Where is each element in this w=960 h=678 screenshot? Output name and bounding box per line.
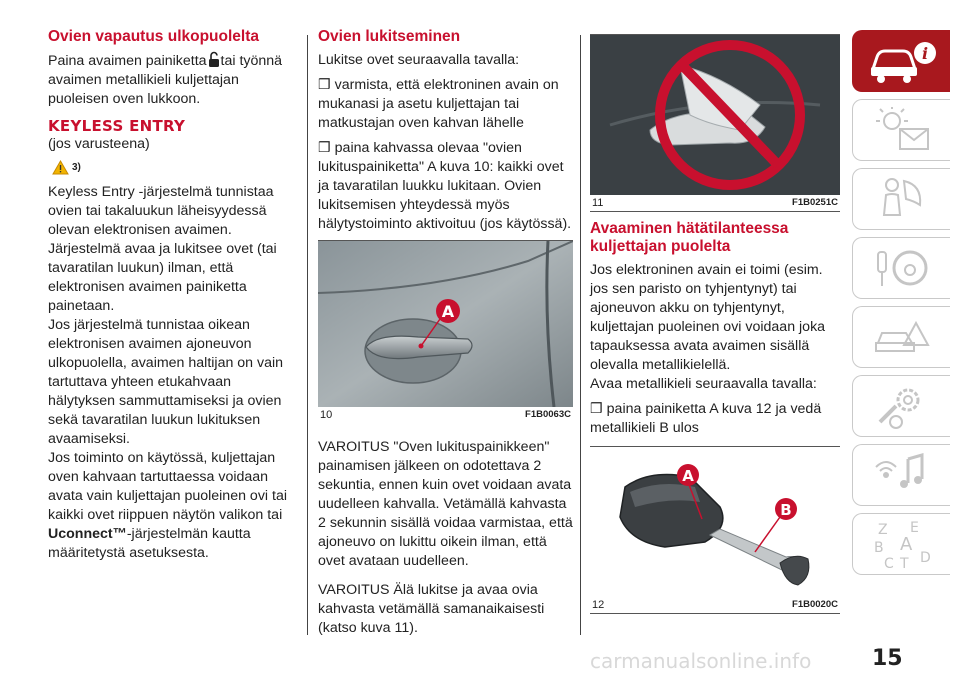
prohibited-handle-pull-image bbox=[590, 35, 840, 195]
column-2 bbox=[318, 28, 573, 644]
tab-safety[interactable] bbox=[852, 168, 950, 230]
svg-text:i: i bbox=[921, 44, 928, 63]
svg-text:Z: Z bbox=[877, 522, 888, 538]
column-divider bbox=[307, 35, 308, 635]
warning-reference: 3) bbox=[52, 160, 300, 175]
page-number: 15 bbox=[872, 646, 903, 671]
index-letters-icon bbox=[870, 518, 934, 570]
figure-callout-a: A bbox=[441, 302, 455, 321]
svg-text:A: A bbox=[899, 534, 912, 555]
keyless-optional-note: (jos varusteena) bbox=[48, 136, 150, 152]
paragraph-unlock: Paina avaimen painiketta tai työnnä avaimen metallikieli kuljettajan puoleisen oven lukkoon. bbox=[48, 53, 283, 107]
warning-lights-icon bbox=[872, 107, 932, 153]
section-title-unlock-outside: Ovien vapautus ulkopuolelta bbox=[48, 28, 260, 45]
unlock-icon bbox=[208, 51, 220, 68]
car-info-icon bbox=[867, 39, 937, 83]
tab-warning-lights[interactable] bbox=[852, 99, 950, 161]
figure-caption: 11 F1B0251C bbox=[592, 197, 838, 209]
section-title-locking: Ovien lukitseminen bbox=[318, 28, 461, 45]
airbag-icon bbox=[874, 175, 930, 223]
figure-callout-b: B bbox=[780, 501, 792, 519]
figure-callout-a: A bbox=[682, 467, 694, 485]
keyless-paragraph-3: Jos toiminto on käytössä, kuljettajan oven kahvaan tartuttaessa voidaan avata vain kuljettajan puoleinen ovi tai kaikki ovet riippuen näytön valikon tai Uconnect™-järjestelmän kautta määritetystä asetuksesta. bbox=[48, 450, 287, 561]
figure-12 bbox=[590, 446, 840, 614]
column-1 bbox=[48, 28, 300, 569]
door-handle-image bbox=[318, 241, 573, 407]
figure-11 bbox=[590, 34, 840, 212]
figure-caption: 10 F1B0063C bbox=[320, 409, 571, 421]
keyless-paragraph-1: Keyless Entry -järjestelmä tunnistaa ovien tai takaluukun läheisyydessä olevan elektronisen avaimen. Järjestelmä avaa ja lukitsee ovet (tai tavaratilan luukun) ilman, että elektronisen avaimen painiketta painetaan. bbox=[48, 184, 277, 314]
emergency-bullet-1: ❒ paina painiketta A kuva 12 ja vedä metallikieli B ulos bbox=[590, 401, 822, 436]
locking-bullet-1: ❒ varmista, että elektroninen avain on mukanasi ja asetu kuljettajan tai matkustajan oven kahvan lähelle bbox=[318, 77, 559, 131]
multimedia-icon bbox=[872, 451, 932, 499]
tab-emergency[interactable] bbox=[852, 306, 950, 368]
figure-caption: 12 F1B0020C bbox=[592, 599, 838, 611]
tab-starting-driving[interactable] bbox=[852, 237, 950, 299]
locking-bullet-2: ❒ paina kahvassa olevaa "ovien lukituspainiketta" A kuva 10: kaikki ovet ja tavaratilan luukku lukitaan. Ovien lukitsemisen yhteydessä myös hälytystoiminto aktivoituu (jos käytössä). bbox=[318, 140, 572, 232]
tab-car-info[interactable] bbox=[852, 30, 950, 92]
watermark: carmanualsonline.info bbox=[590, 649, 812, 673]
warning-note-1: VAROITUS "Oven lukituspainikkeen" painamisen jälkeen on odotettava 2 sekuntia, ennen kuin ovet voidaan avata uudelleen kahvalla. Vetämällä kahvasta 2 sekunnin sisällä voidaa varmistaa, että ajoneuvo on lukittu oikein ilman, että ovet avataan uudelleen. bbox=[318, 439, 573, 569]
steering-key-icon bbox=[872, 244, 932, 292]
keyless-paragraph-2: Jos järjestelmä tunnistaa oikean elektronisen avaimen ajoneuvon ulkopuolella, avaimen haltijan on vain tartuttava yhteen etukahvaan hälytyksen sammuttamiseksi ja ovien sekä tavaratilan luukun lukituksen avaamiseksi. bbox=[48, 317, 284, 447]
wrench-gear-icon bbox=[872, 382, 932, 430]
key-fob-image bbox=[590, 447, 840, 597]
tab-multimedia[interactable] bbox=[852, 444, 950, 506]
svg-text:D: D bbox=[919, 550, 931, 566]
chapter-sidebar bbox=[852, 30, 950, 582]
tab-maintenance[interactable] bbox=[852, 375, 950, 437]
column-3 bbox=[590, 34, 840, 622]
svg-text:E: E bbox=[909, 520, 919, 536]
emergency-paragraph-1: Jos elektroninen avain ei toimi (esim. jos sen paristo on tyhjentynyt) tai ajoneuvon akku on tyhjentynyt, kuljettajan puoleinen ovi voidaan joka tapauksessa avata avaimen sisällä olevalla metallikielellä. bbox=[590, 262, 826, 373]
column-divider bbox=[580, 35, 581, 635]
section-title-emergency-open: Avaaminen hätätilanteessa kuljettajan puolelta bbox=[590, 220, 789, 255]
svg-text:B: B bbox=[873, 540, 884, 556]
svg-text:T: T bbox=[899, 556, 909, 570]
triangle-car-icon bbox=[872, 313, 932, 361]
warning-triangle-icon bbox=[52, 160, 69, 175]
warning-note-2: VAROITUS Älä lukitse ja avaa ovia kahvasta vetämällä samanaikaisesti (katso kuva 11). bbox=[318, 582, 545, 636]
emergency-paragraph-2: Avaa metallikieli seuraavalla tavalla: bbox=[590, 376, 817, 392]
keyless-entry-heading: KEYLESS ENTRY bbox=[48, 117, 186, 135]
figure-10 bbox=[318, 240, 573, 424]
svg-text:C: C bbox=[883, 556, 894, 570]
locking-intro: Lukitse ovet seuraavalla tavalla: bbox=[318, 52, 520, 68]
tab-index[interactable] bbox=[852, 513, 950, 575]
